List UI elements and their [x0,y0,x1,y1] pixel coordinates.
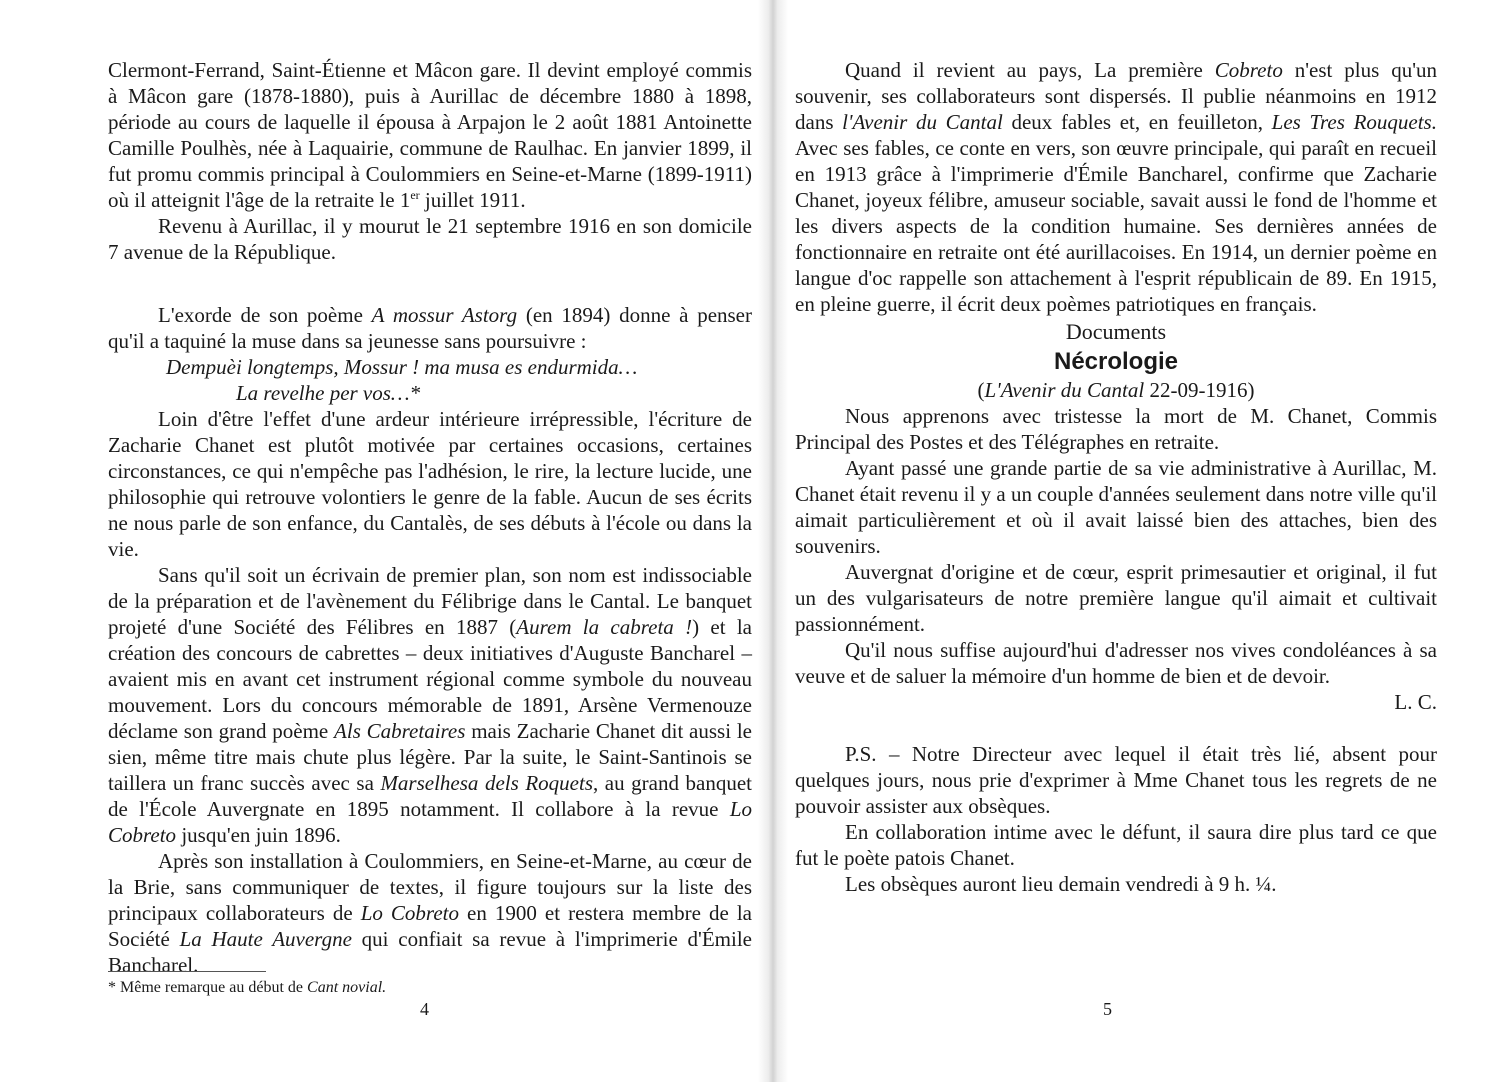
source-citation: (L'Avenir du Cantal 22-09-1916) [977,378,1255,402]
paragraph: L'exorde de son poème A mossur Astorg (en 1894) donne à penser qu'il a taquiné la muse dans sa jeunesse sans poursuivre : [108,303,753,353]
paragraph: Ayant passé une grande partie de sa vie administrative à Aurillac, M. Chanet était revenu il y a un couple d'années seulement dans notre ville qu'il aimait particulièrement et où il avait laissé bien des attaches, bien des souvenirs. [795,456,1437,558]
paragraph: Après son installation à Coulommiers, en Seine-et-Marne, au cœur de la Brie, sans communiquer de textes, il figure toujours sur la liste des principaux collaborateurs de Lo Cobreto en 1900 et restera membre de la Société La Haute Auvergne qui confiait sa revue à l'imprimerie d'Émile Bancharel. [108,849,752,977]
paragraph: Loin d'être l'effet d'une ardeur intérieure irrépressible, l'écriture de Zacharie Chanet est plutôt motivée par certaines occasions, certaines circonstances, ce qui n'empêche pas l'adhésion, le rire, la lecture lucide, une philosophie qui retrouve volontiers le genre de la fable. Aucun de ses écrits ne nous parle de son enfance, du Cantalès, de ses débuts à l'école ou dans la vie. [108,407,752,561]
work-title: Cant novial. [307,979,387,996]
verse-line: La revelhe per vos…* [236,381,421,405]
footnote-rule [108,971,266,972]
work-title: Als Cabretaires [334,719,466,743]
necrologie-heading: Nécrologie [1053,348,1179,375]
paragraph: Quand il revient au pays, La première Cobreto n'est plus qu'un souvenir, ses collaborateurs sont dispersés. Il publie néanmoins en 1912 dans l'Avenir du Cantal deux fables et, en feuilleton, Les Tres Rouquets. Avec ses fables, ce conte en vers, son œuvre principale, qui paraît en recueil en 1913 grâce à l'imprimerie d'Émile Bancharel, confirme que Zacharie Chanet, joyeux félibre, amuseur sociable, savait aussi le fond de l'homme et les divers aspects de la condition humaine. Ses dernières années de fonctionnaire en retraite ont été aurillacoises. En 1914, un dernier poème en langue d'oc rappelle son attachement à l'esprit républicain de 89. En 1915, en pleine guerre, il écrit deux poèmes patriotiques en français. [795,58,1438,316]
verse-line: Dempuèi longtemps, Mossur ! ma musa es endurmida… [166,355,638,379]
paragraph: Auvergnat d'origine et de cœur, esprit primesautier et original, il fut un des vulgarisateurs de notre première langue qu'il aimait et cultivait passionnément. [795,560,1437,636]
paragraph: Clermont-Ferrand, Saint-Étienne et Mâcon gare. Il devint employé commis à Mâcon gare (1878-1880), puis à Aurillac de décembre 1880 à 1898, période au cours de laquelle il épousa à Arpajon le 2 août 1881 Antoinette Camille Poulhès, née à Laquairie, commune de Raulhac. En janvier 1899, il fut promu commis principal à Coulommiers en Seine-et-Marne (1899-1911) où il atteignit l'âge de la retraite le 1er juillet 1911. [108,58,752,212]
newspaper-title: L'Avenir du Cantal [984,378,1145,402]
left-page [108,0,752,1082]
documents-heading: Documents [1065,319,1167,344]
page-number: 4 [420,999,429,1019]
right-page-body [795,57,1437,897]
right-page [795,0,1437,1082]
page-number: 5 [1103,999,1112,1019]
work-title: Lo Cobreto [108,797,752,847]
book-gutter [758,0,788,1082]
work-title: La Haute Auvergne [179,927,352,951]
paragraph: Nous apprenons avec tristesse la mort de M. Chanet, Commis Principal des Postes et des Télégraphes en retraite. [795,404,1437,454]
footnote: * Même remarque au début de Cant novial. [108,979,387,996]
left-page-body [108,57,752,978]
superscript: er [410,188,420,202]
paragraph: En collaboration intime avec le défunt, il saura dire plus tard ce que fut le poète patois Chanet. [795,820,1437,870]
paragraph: P.S. – Notre Directeur avec lequel il était très lié, absent pour quelques jours, nous prie d'exprimer à Mme Chanet tous les regrets de ne pouvoir assister aux obsèques. [795,742,1437,818]
poem-title: A mossur Astorg [371,303,518,327]
paragraph: Revenu à Aurillac, il y mourut le 21 septembre 1916 en son domicile 7 avenue de la République. [108,214,752,264]
work-title: Cobreto [1214,58,1283,82]
work-title: Aurem la cabreta ! [516,615,693,639]
work-title: Les Tres Rouquets. [1271,110,1437,134]
work-title: Marselhesa dels Roquets [380,771,593,795]
work-title: l'Avenir du Cantal [842,110,1003,134]
paragraph: Sans qu'il soit un écrivain de premier plan, son nom est indissociable de la préparation et de l'avènement du Félibrige dans le Cantal. Le banquet projeté d'une Société des Félibres en 1887 (Aurem la cabreta !) et la création des concours de cabrettes – deux initiatives d'Auguste Bancharel – avaient mis en avant cet instrument régional comme symbole du nouveau mouvement. Lors du concours mémorable de 1891, Arsène Vermenouze déclame son grand poème Als Cabretaires mais Zacharie Chanet dit aussi le sien, même titre mais chute plus légère. Par la suite, le Saint-Santinois se taillera un franc succès avec sa Marselhesa dels Roquets, au grand banquet de l'École Auvergnate en 1895 notamment. Il collabore à la revue Lo Cobreto jusqu'en juin 1896. [108,563,752,847]
paragraph: Les obsèques auront lieu demain vendredi à 9 h. ¼. [845,872,1277,896]
paragraph: Qu'il nous suffise aujourd'hui d'adresser nos vives condoléances à sa veuve et de saluer la mémoire d'un homme de bien et de devoir. [795,638,1437,688]
work-title: Lo Cobreto [360,901,459,925]
signature: L. C. [1394,690,1437,714]
